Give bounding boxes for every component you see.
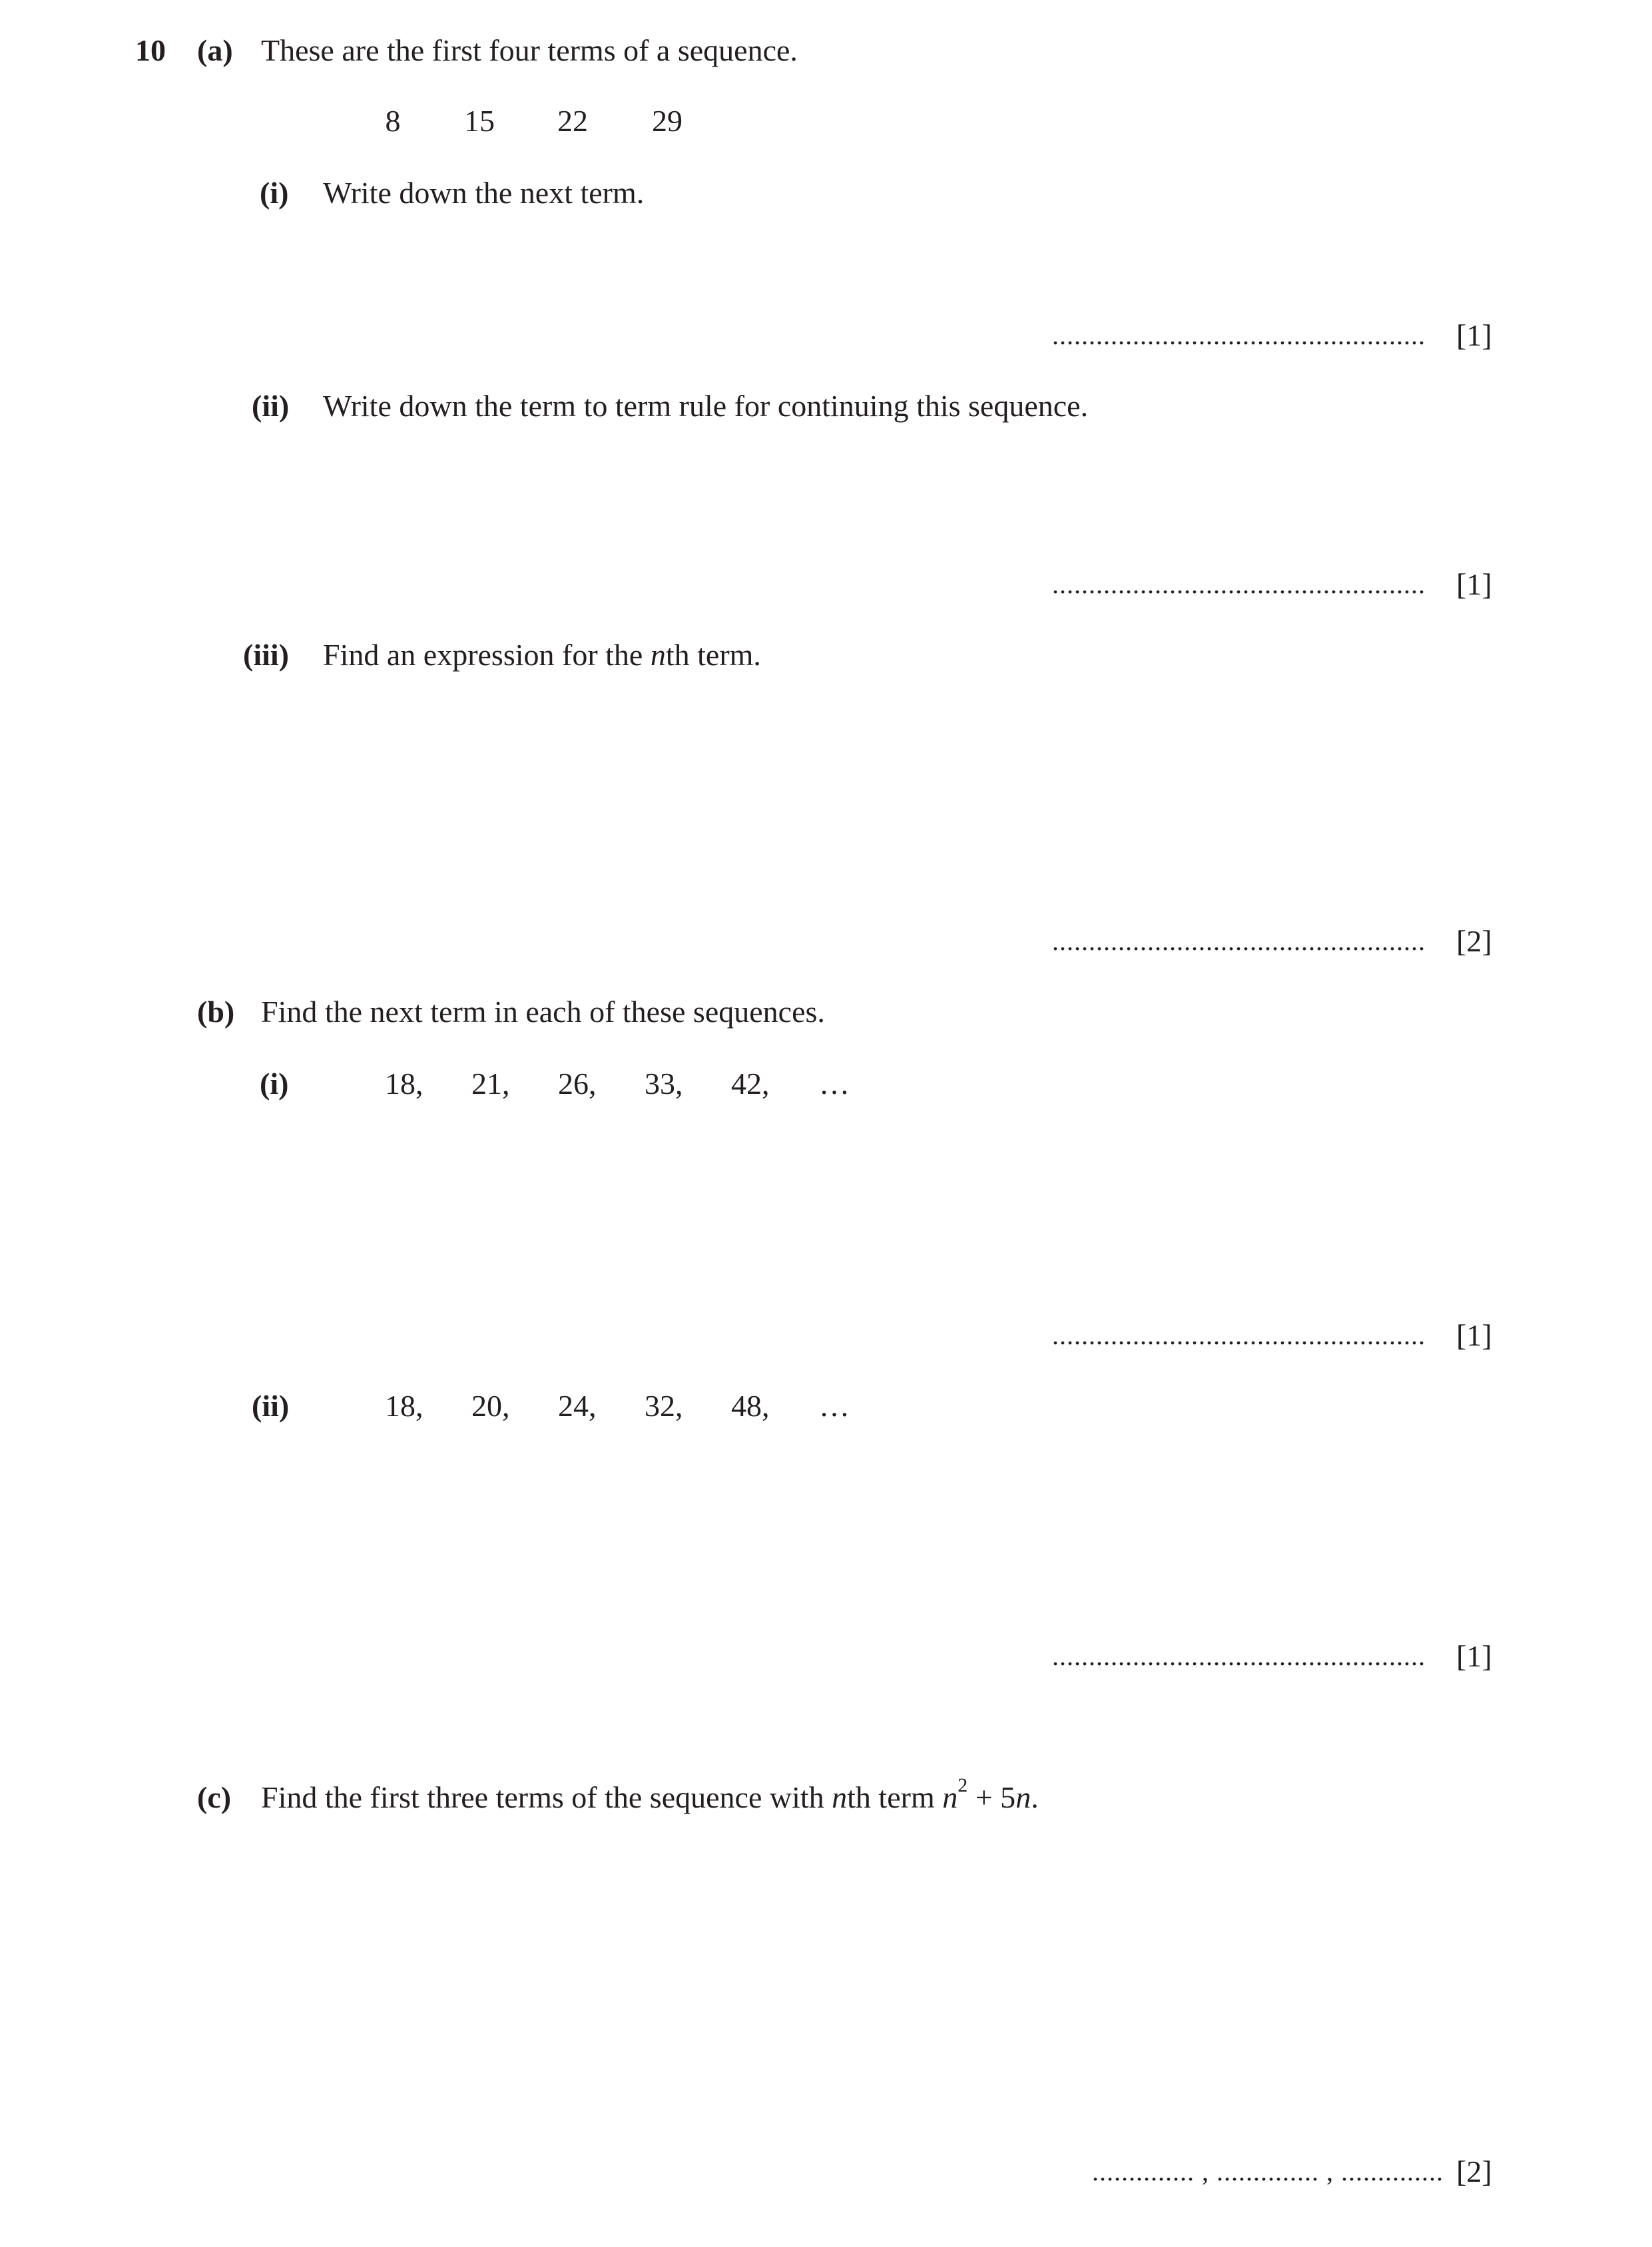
part-a-i-label: (i): [260, 176, 289, 210]
sequence-term: 24,: [558, 1389, 597, 1423]
answer-line[interactable]: ...................................................: [1052, 926, 1426, 956]
part-b-stem: Find the next term in each of these sequences.: [261, 995, 825, 1029]
sequence-term: 20,: [471, 1389, 510, 1423]
separator: ,: [1319, 2156, 1341, 2186]
answer-blank-1[interactable]: ..............: [1092, 2156, 1195, 2186]
marks-label: [1]: [1456, 1318, 1492, 1352]
part-b-label: (b): [197, 995, 235, 1029]
ellipsis: …: [819, 1389, 850, 1423]
part-b-ii-label: (ii): [252, 1389, 290, 1423]
sequence-term: 26,: [558, 1067, 597, 1101]
marks-label: [1]: [1456, 318, 1492, 352]
sequence-term: 18,: [385, 1389, 423, 1423]
part-c-label: (c): [197, 1780, 232, 1814]
separator: ,: [1195, 2156, 1217, 2186]
part-a-ii-label: (ii): [252, 389, 290, 423]
part-b-i-label: (i): [260, 1067, 289, 1101]
sequence-term: 33,: [645, 1067, 683, 1101]
sequence-term: 29: [652, 104, 683, 138]
answer-line[interactable]: ...................................................: [1052, 1641, 1426, 1671]
sequence-term: 22: [557, 104, 588, 138]
answer-blanks[interactable]: [1092, 2153, 1444, 2190]
part-a-ii-text: Write down the term to term rule for continuing this sequence.: [323, 389, 1089, 423]
marks-label: [2]: [1456, 2154, 1492, 2188]
part-a-label: (a): [197, 33, 233, 67]
answer-line[interactable]: ...................................................: [1052, 320, 1426, 350]
marks-label: [1]: [1456, 567, 1492, 601]
sequence-term: 18,: [385, 1067, 423, 1101]
sequence-term: 42,: [731, 1067, 770, 1101]
part-a-stem: These are the first four terms of a sequence.: [261, 33, 798, 67]
part-a-i-text: Write down the next term.: [323, 176, 645, 210]
sequence-term: 21,: [471, 1067, 510, 1101]
ellipsis: …: [819, 1067, 850, 1101]
marks-label: [1]: [1456, 1639, 1492, 1673]
sequence-term: 15: [464, 104, 495, 138]
part-a-iii-text: Find an expression for the nth term.: [323, 638, 761, 672]
answer-blank-2[interactable]: ..............: [1217, 2156, 1319, 2186]
sequence-term: 8: [385, 104, 401, 138]
answer-line[interactable]: ...................................................: [1052, 1320, 1426, 1350]
part-c-text: Find the first three terms of the sequence with nth term $n^2 + 5n$.: [261, 1774, 1039, 1814]
part-a-iii-label: (iii): [243, 638, 289, 672]
sequence-term: 32,: [645, 1389, 683, 1423]
sequence-term: 48,: [731, 1389, 770, 1423]
marks-label: [2]: [1456, 924, 1492, 958]
answer-blank-3[interactable]: ..............: [1341, 2156, 1444, 2186]
answer-line[interactable]: ...................................................: [1052, 569, 1426, 599]
question-number: 10: [135, 33, 166, 67]
